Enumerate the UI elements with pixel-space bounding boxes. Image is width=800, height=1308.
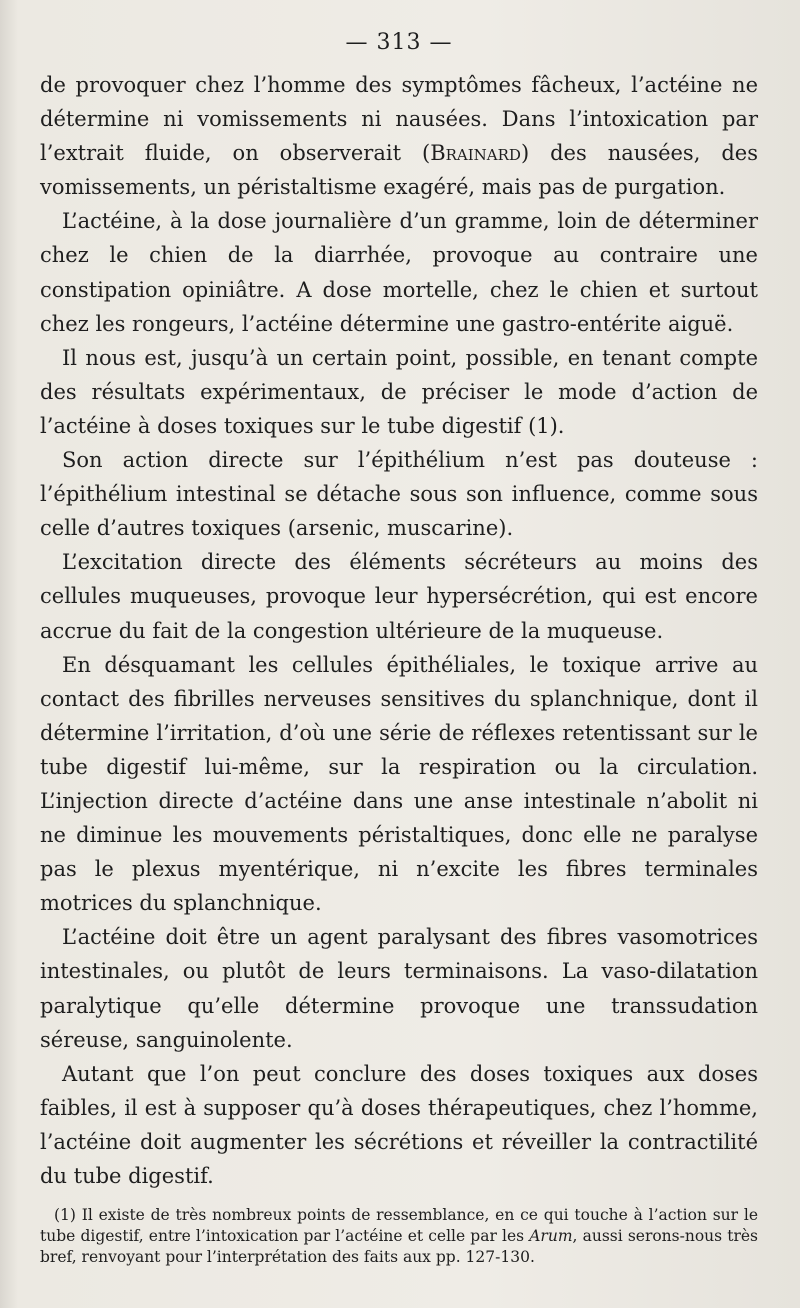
paragraph-1-text-end: ) des nausées, des vomissements, un péristaltisme exagéré, mais pas de purgation. [40,141,758,200]
paragraph-4: Son action directe sur l’épithélium n’est pas douteuse : l’épithélium intestinal se détache sous son influence, comme sous celle d’autres toxiques (arsenic, muscarine). [40,448,758,541]
body-text [40,68,758,1193]
paragraph-5: L’excitation directe des éléments sécréteurs au moins des cellules muqueuses, provoque leur hypersécrétion, qui est encore accrue du fait de la congestion ultérieure de la muqueuse. [40,550,758,643]
paragraph-6: En désquamant les cellules épithéliales, le toxique arrive au contact des fibrilles nerveuses sensitives du splanchnique, dont il détermine l’irritation, d’où une série de réflexes retentissant sur le tube digestif lui-même, sur la respiration ou la circulation. L’injection directe d’actéine dans une anse intestinale n’abolit ni ne diminue les mouvements péristaltiques, donc elle ne paralyse pas le plexus myentérique, ni n’excite les fibres terminales motrices du splanchnique. [40,652,758,916]
footnote [40,1205,758,1268]
footnote-text [40,1205,758,1268]
page-number: — 313 — [345,30,453,55]
footnote-text-end: , aussi serons-nous très bref, renvoyant pour l’interprétation des faits aux pp. 127-130. [40,1227,759,1267]
paragraph-1 [40,68,758,204]
author-citation: Brainard [430,141,521,166]
footnote-italic-term: Arum [529,1227,573,1246]
paragraph-3: Il nous est, jusqu’à un certain point, possible, en tenant compte des résultats expérimentaux, de préciser le mode d’action de l’actéine à doses toxiques sur le tube digestif (1). [40,345,758,438]
paragraph-8: Autant que l’on peut conclure des doses toxiques aux doses faibles, il est à supposer qu’à doses thérapeutiques, chez l’homme, l’actéine doit augmenter les sécrétions et réveiller la contractilité du tube digestif. [40,1061,758,1188]
paragraph-1-text: de provoquer chez l’homme des symptômes fâcheux, l’actéine ne détermine ni vomissements ni nausées. Dans l’intoxication par l’extrait fluide, on observerait ( [40,73,758,166]
paragraph-7: L’actéine doit être un agent paralysant des fibres vasomotrices intestinales, ou plutôt de leurs terminaisons. La vaso-dilatation paralytique qu’elle détermine provoque une transsudation séreuse, sanguinolente. [40,925,758,1052]
paragraph-2: L’actéine, à la dose journalière d’un gramme, loin de déterminer chez le chien de la diarrhée, provoque au contraire une constipation opiniâtre. A dose mortelle, chez le chien et surtout chez les rongeurs, l’actéine détermine une gastro-entérite aiguë. [40,209,758,336]
footnote-text-start: (1) Il existe de très nombreux points de ressemblance, en ce qui touche à l’action sur le tube digestif, entre l’intoxication par l’actéine et celle par les [40,1206,758,1246]
